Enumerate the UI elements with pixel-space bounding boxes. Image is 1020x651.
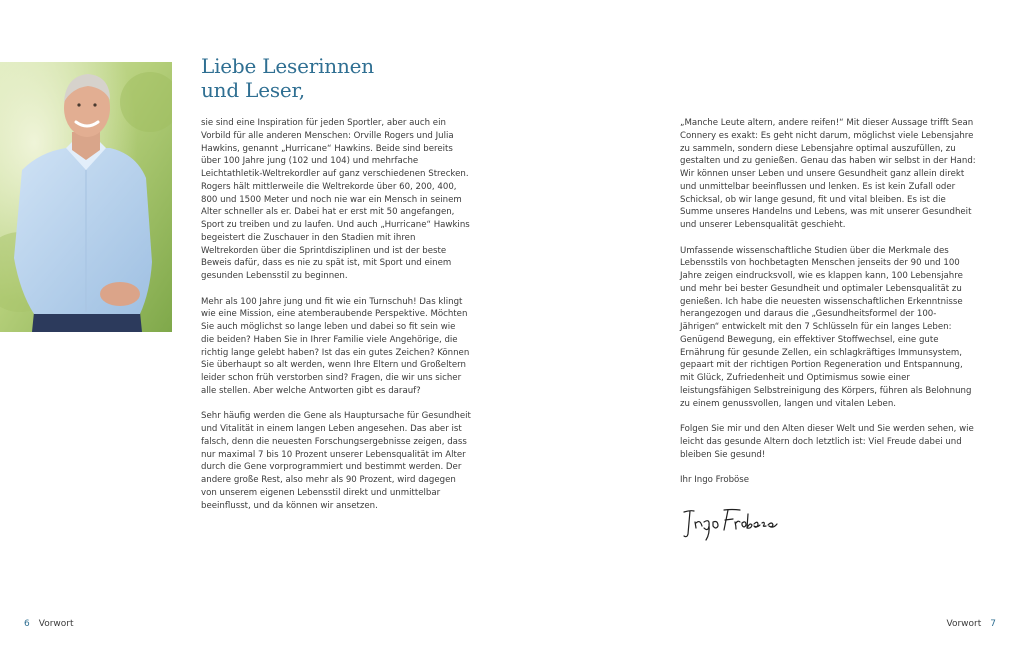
left-footer [24,619,74,630]
headline-line-1: Liebe Leserinnen [201,54,374,78]
right-text-column [680,117,976,500]
section-label: Vorwort [946,619,982,629]
author-photo [0,62,172,332]
handwritten-signature [680,504,780,542]
paragraph: Umfassende wissenschaftliche Studien über die Merkmale des Lebensstils von hochbetagten Menschen jenseits der 90 und 100 Jahre zeigen eindrucksvoll, wie es klappen kann, 100 Lebensjahre und mehr bei bester Gesundheit und optimaler Lebensqualität zu genießen. Ich habe die neuesten wissenschaftlichen Erkenntnisse herangezogen und daraus die „Gesundheitsformel der 100-Jährigen“ entwickelt mit den 7 Schlüsseln für ein langes Leben: Genügend Bewegung, ein effektiver Stoffwechsel, eine gute Ernährung für gesunde Zellen, ein schlagkräftiges Immunsystem, gepaart mit der richtigen Portion Regeneration und Entspannung, mit Glück, Zufriedenheit und Optimismus sowie einer leistungsfähigen Selbstreinigung des Körpers, führen als Belohnung zu einem genussvollen, langen und vitalen Leben. [680,245,972,409]
section-label: Vorwort [38,619,74,629]
right-page [510,0,1020,651]
closing-line: Ihr Ingo Froböse [680,475,750,485]
paragraph: Folgen Sie mir und den Alten dieser Welt und Sie werden sehen, wie leicht das gesunde Altern doch letztlich ist: Viel Freude dabei und bleiben Sie gesund! [680,424,974,460]
right-footer [947,619,997,630]
paragraph: „Manche Leute altern, andere reifen!“ Mit dieser Aussage trifft Sean Connery es exakt: Es geht nicht darum, möglichst viele Lebensjahre zu sammeln, sondern diese Lebensjahre optimal auszufüllen, zu gestalten und zu genießen. Genau das haben wir selbst in der Hand: Wir können unser Leben und unsere Gesundheit ganz allein direkt und unmittelbar beeinflussen und lenken. Es ist kein Zufall oder Schicksal, ob wir lange gesund, fit und vital bleiben. Es ist die Summe unseres Handelns und Lebens, was mit unserer Gesundheit und unserer Lebensqualität geschieht. [680,118,976,230]
page-number: 7 [990,619,996,629]
page-headline [201,54,374,102]
paragraph: sie sind eine Inspiration für jeden Sportler, aber auch ein Vorbild für alle anderen Menschen: Orville Rogers und Julia Hawkins, genannt „Hurricane“ Hawkins. Beide sind bereits über 100 Jahre jung (102 und 104) und mehrfache Leichtathletik-Weltrekordler auf ganz verschiedenen Strecken. Rogers hält mittlerweile die Weltrekorde über 60, 200, 400, 800 und 1500 Meter und noch nie war ein Mensch in seinem Alter schneller als er. Dabei hat er erst mit 50 angefangen, Sport zu treiben und zu laufen. Und auch „Hurricane“ Hawkins begeistert die Zuschauer in den Stadien mit ihren Weltrekorden über die Sprintdisziplinen und ist der beste Beweis dafür, dass es nie zu spät ist, mit Sport und einem gesunden Lebensstil zu beginnen. [201,118,470,281]
left-text-column [201,117,471,525]
page-number: 6 [24,619,30,629]
paragraph: Mehr als 100 Jahre jung und fit wie ein Turnschuh! Das klingt wie eine Mission, eine atemberaubende Perspektive. Möchten Sie auch möglichst so lange leben und dabei so fit sein wie die beiden? Haben Sie in Ihrer Familie viele Angehörige, die richtig lange gelebt haben? Ist das ein gutes Zeichen? Können Sie überhaupt so alt werden, wenn Ihre Eltern und Großeltern leider schon früh verstorben sind? Fragen, die wir uns sicher alle stellen. Aber welche Antworten gibt es darauf? [201,296,470,396]
paragraph: Sehr häufig werden die Gene als Hauptursache für Gesundheit und Vitalität in einem langen Leben angesehen. Das aber ist falsch, denn die neuesten Forschungsergebnisse zeigen, dass nur maximal 7 bis 10 Prozent unserer Lebensqualität im Alter durch die Gene vorprogrammiert und bestimmt werden. Der andere große Rest, also mehr als 90 Prozent, wird dagegen von unserem eigenen Lebensstil direkt und unmittelbar beeinflusst, und da können wir ansetzen. [201,411,471,511]
headline-line-2: und Leser, [201,78,305,102]
